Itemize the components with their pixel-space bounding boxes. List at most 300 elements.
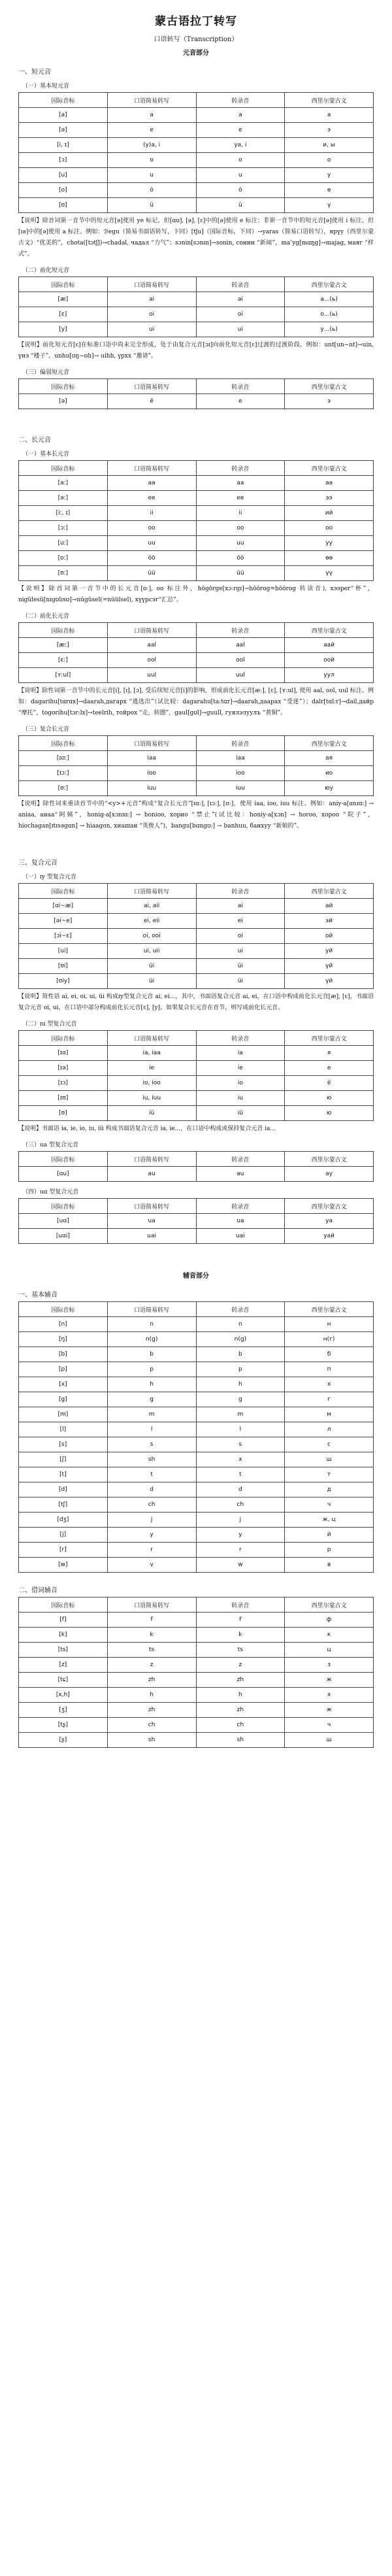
column-header: 西里尔蒙古文 <box>285 277 374 292</box>
table-cell: ü <box>196 198 285 213</box>
table-cell: y <box>196 1528 285 1543</box>
table-cell: ē <box>107 394 196 409</box>
column-header: 转录音 <box>196 1302 285 1317</box>
table-row <box>19 1347 374 1362</box>
table-header-row <box>19 277 374 292</box>
note-diph-u: 【说明】书面语 ia, ie, io, iu, iü 构成书面语复合元音 ia, ie...，在口语中构成或保持复合元音 ia... <box>18 1126 276 1132</box>
table-cell: ö <box>196 183 285 198</box>
table-row <box>19 1214 374 1229</box>
table-cell: k <box>196 1628 285 1643</box>
table-diph-ua <box>18 1198 374 1244</box>
table-cell: х <box>285 1688 374 1703</box>
table-row <box>19 653 374 668</box>
table-cell: [r] <box>19 1543 108 1558</box>
table-cell: uul <box>196 668 285 683</box>
section-short-vowels: 一、短元音 <box>18 69 51 76</box>
table-cell: aa <box>196 476 285 491</box>
table-cell: ool <box>196 653 285 668</box>
table-cell: [əi~e] <box>19 914 108 929</box>
table-cell: (y)a, i <box>107 138 196 153</box>
table-cell: [m] <box>19 1407 108 1422</box>
table-row <box>19 1467 374 1482</box>
table-cell: io, ioo <box>107 1076 196 1091</box>
table-cell: р <box>285 1543 374 1558</box>
table-cell: iuu <box>196 781 285 796</box>
table-row <box>19 914 374 929</box>
table-cell: m <box>107 1407 196 1422</box>
table-row <box>19 1658 374 1673</box>
table-cell: oo <box>107 521 196 536</box>
table-cell: v <box>107 1558 196 1573</box>
table-cell: p <box>196 1362 285 1377</box>
table-cell: ш <box>285 1452 374 1467</box>
table-cell: ui <box>196 322 285 337</box>
table-cell: f <box>196 1613 285 1628</box>
table-cell: [uɑi] <box>19 1229 108 1244</box>
table-cell: оой <box>285 653 374 668</box>
table-short-front <box>18 276 374 337</box>
table-row <box>19 322 374 337</box>
table-row <box>19 1528 374 1543</box>
table-cell: ч <box>285 1497 374 1513</box>
table-row <box>19 1076 374 1091</box>
table-cell: [æ] <box>19 292 108 307</box>
column-header: 西里尔蒙古文 <box>285 379 374 394</box>
column-header: 口语简易转写 <box>107 1152 196 1167</box>
table-cell: ю <box>285 1106 374 1121</box>
column-header: 国际音标 <box>19 1031 108 1046</box>
table-cell: өө <box>285 551 374 566</box>
table-cell: [d] <box>19 1482 108 1497</box>
table-cell: ei <box>196 914 285 929</box>
table-cell: m <box>196 1407 285 1422</box>
vowel-part-title: 元音部分 <box>183 50 209 57</box>
table-cell: iaa <box>107 751 196 766</box>
table-cell: u <box>196 168 285 183</box>
table-row <box>19 1543 374 1558</box>
table-cell: ö <box>107 183 196 198</box>
table-row <box>19 1046 374 1061</box>
table-cell: o <box>107 153 196 168</box>
table-cell: e <box>107 123 196 138</box>
table-diph-i <box>18 883 374 989</box>
subsection-basic-short: （一）基本短元音 <box>22 83 70 90</box>
table-cell: н(г) <box>285 1332 374 1347</box>
table-long-basic <box>18 460 374 581</box>
column-header: 口语简易转写 <box>107 623 196 638</box>
table-cell: ei, eii <box>107 914 196 929</box>
table-cell: ш <box>285 1733 374 1748</box>
table-cons-basic <box>18 1301 374 1573</box>
table-cell: и, ы <box>285 138 374 153</box>
subsection-front-long: （二）前化长元音 <box>22 613 70 620</box>
table-cell: ai, aii <box>107 899 196 914</box>
column-header: 转录音 <box>196 379 285 394</box>
table-row <box>19 183 374 198</box>
table-cell: ui <box>196 944 285 959</box>
table-cell: ch <box>107 1497 196 1513</box>
table-row <box>19 1377 374 1392</box>
table-cell: [l] <box>19 1422 108 1437</box>
column-header: 口语简易转写 <box>107 379 196 394</box>
table-cell: [a] <box>19 108 108 123</box>
table-cell: iuu <box>107 781 196 796</box>
table-cell: aal <box>196 638 285 653</box>
table-cell: о <box>285 153 374 168</box>
note-diph-i: 【说明】简性语 ai, ei, oi, ui, üi 构成ɪy型复合元音 ai, ei...，其中，书面语复合元音 ai, ei，在口语中构成前化长元音[æ], [ɛ]，书面语复合元音 oi, ui，在口语中部分构成前化长元音[ɛ], [y]。如果复合长元音在首节，则写成前化长元音。 <box>18 994 374 1011</box>
table-short-weak <box>18 378 374 409</box>
table-cell: ch <box>196 1718 285 1733</box>
column-header: 国际音标 <box>19 1302 108 1317</box>
column-header: 西里尔蒙古文 <box>285 884 374 899</box>
table-cell: uai <box>107 1229 196 1244</box>
table-row <box>19 1558 374 1573</box>
table-cell: aal <box>107 638 196 653</box>
table-header-row <box>19 884 374 899</box>
table-cell: üi <box>107 959 196 974</box>
column-header: 西里尔蒙古文 <box>285 623 374 638</box>
column-header: 西里尔蒙古文 <box>285 1152 374 1167</box>
table-cell: ai <box>196 292 285 307</box>
table-cell: [b] <box>19 1347 108 1362</box>
table-cell: [ʏːul] <box>19 668 108 683</box>
table-cell: уа <box>285 1214 374 1229</box>
table-row <box>19 1392 374 1407</box>
table-cell: ua <box>107 1214 196 1229</box>
table-cell: аа <box>285 476 374 491</box>
table-cell: ia, iaa <box>107 1046 196 1061</box>
table-row <box>19 781 374 796</box>
table-cell: öö <box>107 551 196 566</box>
table-cell: [ʒ] <box>19 1703 108 1718</box>
table-cell: юу <box>285 781 374 796</box>
column-header: 西里尔蒙古文 <box>285 1199 374 1214</box>
table-long-front <box>18 622 374 683</box>
subsection-diph-ua: （四）uɑ 型复合元音 <box>22 1189 79 1196</box>
table-cell: üi <box>196 959 285 974</box>
document-subtitle: 口语转写（Transcription） <box>154 36 238 43</box>
table-cell: [i, ɪ] <box>19 138 108 153</box>
table-cell: [ɪʊ] <box>19 1091 108 1106</box>
table-row <box>19 153 374 168</box>
table-cell: p <box>107 1362 196 1377</box>
table-header-row <box>19 93 374 108</box>
column-header: 转录音 <box>196 1199 285 1214</box>
table-cell: zh <box>196 1673 285 1688</box>
table-cell: aa <box>107 476 196 491</box>
table-cell: ж <box>285 1673 374 1688</box>
table-cell: n(g) <box>196 1332 285 1347</box>
table-row <box>19 1362 374 1377</box>
table-cell: t <box>196 1467 285 1482</box>
table-cell: ee <box>196 491 285 506</box>
table-cell: z <box>107 1658 196 1673</box>
table-cell: [ɑi~æ] <box>19 899 108 914</box>
column-header: 转录音 <box>196 1031 285 1046</box>
column-header: 口语简易转写 <box>107 884 196 899</box>
table-row <box>19 1106 374 1121</box>
table-cell: н <box>285 1317 374 1332</box>
table-cell: [ʊː] <box>19 566 108 581</box>
table-row <box>19 1613 374 1628</box>
table-cell: [ə] <box>19 394 108 409</box>
table-cell: üü <box>107 566 196 581</box>
table-cell: a <box>196 108 285 123</box>
table-cell: h <box>196 1377 285 1392</box>
table-cell: ё <box>285 1076 374 1091</box>
table-cell: с <box>285 1437 374 1452</box>
table-header-row <box>19 1302 374 1317</box>
table-cell: ө <box>285 183 374 198</box>
table-row <box>19 929 374 944</box>
table-cell: [u] <box>19 168 108 183</box>
column-header: 国际音标 <box>19 884 108 899</box>
table-row <box>19 959 374 974</box>
table-cell: ai <box>196 899 285 914</box>
table-row <box>19 521 374 536</box>
table-row <box>19 1513 374 1528</box>
table-cell: [t] <box>19 1467 108 1482</box>
table-cell: e <box>196 123 285 138</box>
table-cell: sh <box>107 1733 196 1748</box>
table-cell: [ts] <box>19 1643 108 1658</box>
table-cell: [g] <box>19 1392 108 1407</box>
table-cell: [n] <box>19 1317 108 1332</box>
table-cell: e <box>196 394 285 409</box>
table-cell: j <box>196 1513 285 1528</box>
table-cell: [oː] <box>19 551 108 566</box>
column-header: 国际音标 <box>19 461 108 476</box>
table-cell: [j] <box>19 1528 108 1543</box>
note-short-front: 【说明】前化短元音[ɛ]在标准口语中尚未完全形成，处于由复合元音[ɔɪ]向前化短元音[ɛ]过渡的过渡阶段。例如：unt[un~nt]→uin, үнэ “楼子”，unhu[ʊŋ~ʊh]→ uihh, үрхх “邀请”。 <box>18 342 374 360</box>
table-cell: ой <box>285 929 374 944</box>
table-diph-au <box>18 1151 374 1182</box>
table-cell: [ui] <box>19 944 108 959</box>
table-cell: к <box>285 1628 374 1643</box>
column-header: 口语简易转写 <box>107 277 196 292</box>
table-cell: l <box>196 1422 285 1437</box>
table-cell: [ɪɔː] <box>19 766 108 781</box>
table-row <box>19 168 374 183</box>
table-cell: ioo <box>107 766 196 781</box>
table-cell: g <box>196 1392 285 1407</box>
table-cell: ia <box>196 1046 285 1061</box>
subsection-diph-au: （三）ua 型复合元音 <box>22 1142 79 1148</box>
table-cell: ü <box>107 198 196 213</box>
table-row <box>19 1673 374 1688</box>
table-cell: [ɪɑː] <box>19 751 108 766</box>
table-row <box>19 1718 374 1733</box>
note-long-basic: 【说明】除首词第一音节中的长元音[ʊː], oo 标注外，hōgōrge[xɔːrɡɪ]→hōōrog=hōōrog 转读音), хээрег“杯”，nigülesü[nɪgʊlɪsʊ]→nügüsel(=nüülsel), хүүрсэг“汇总”。 <box>18 586 374 603</box>
table-cell: ie <box>196 1061 285 1076</box>
table-row <box>19 491 374 506</box>
table-cell: ya, i <box>196 138 285 153</box>
document-title: 蒙古语拉丁转写 <box>155 15 237 28</box>
table-cell: t <box>107 1467 196 1482</box>
table-row <box>19 506 374 521</box>
column-header: 口语简易转写 <box>107 93 196 108</box>
table-cell: [w] <box>19 1558 108 1573</box>
table-cell: [uː] <box>19 536 108 551</box>
table-cell: y <box>107 1528 196 1543</box>
note-long-complex: 【说明】除性词来重读首节中的“<y>+元音”构成“复合长元音”[ɪɑː], [ɪɔː], [ʊː]，使用 iaa, ioo, iuu 标注。例如：aniy-a[ɑnɪɑ:] → aniaa, анаа“阿姨”，honig-a[xɔnɪɑ:] → honioo, хорио “禁止”(试比较：honiy-a[xɔn] → horoo, хороо “院子”，hiochagan[ɪtɪsəɡɑn] → hiaagon, хиашан “英俊人”)，bangu[bɑnɡʊ:] → banhuu, банхуу “新娘的”。 <box>18 801 374 829</box>
table-cell: iü <box>107 1106 196 1121</box>
table-cell: [x] <box>19 1377 108 1392</box>
table-row <box>19 638 374 653</box>
subsection-weak-short: （三）偏弱短元音 <box>22 369 70 376</box>
table-row <box>19 1628 374 1643</box>
table-cell: д <box>285 1482 374 1497</box>
column-header: 国际音标 <box>19 1152 108 1167</box>
table-row <box>19 1733 374 1748</box>
table-cell: ай <box>285 899 374 914</box>
table-row <box>19 1317 374 1332</box>
table-cell: üi <box>107 974 196 989</box>
table-cell: п <box>285 1362 374 1377</box>
table-cell: b <box>107 1347 196 1362</box>
column-header: 国际音标 <box>19 277 108 292</box>
column-header: 口语简易转写 <box>107 1199 196 1214</box>
subsection-diph-u: （二）ɪu 型复合元音 <box>22 1021 77 1028</box>
table-cell: zh <box>196 1703 285 1718</box>
table-cell: h <box>107 1688 196 1703</box>
column-header: 国际音标 <box>19 623 108 638</box>
table-cell: уай <box>285 1229 374 1244</box>
table-cell: ua <box>196 1214 285 1229</box>
table-cell: oi <box>196 929 285 944</box>
table-header-row <box>19 379 374 394</box>
column-header: 口语简易转写 <box>107 461 196 476</box>
table-cell: з <box>285 1658 374 1673</box>
table-row <box>19 476 374 491</box>
table-cell: zh <box>107 1673 196 1688</box>
table-cell: эй <box>285 914 374 929</box>
table-cell: [y] <box>19 322 108 337</box>
table-cell: au <box>107 1167 196 1182</box>
table-header-row <box>19 461 374 476</box>
column-header: 国际音标 <box>19 1199 108 1214</box>
column-header: 西里尔蒙古文 <box>285 93 374 108</box>
table-cell: ool <box>107 653 196 668</box>
table-cell: [tʂ] <box>19 1718 108 1733</box>
table-row <box>19 1229 374 1244</box>
section-basic-consonants: 一、基本辅音 <box>18 1292 57 1299</box>
table-cell: ch <box>107 1718 196 1733</box>
table-cell: iu <box>196 1091 285 1106</box>
table-cell: оо <box>285 521 374 536</box>
table-cell: ie <box>107 1061 196 1076</box>
table-row <box>19 1061 374 1076</box>
table-cell: au <box>196 1167 285 1182</box>
table-cell: b <box>196 1347 285 1362</box>
table-cell: уй <box>285 944 374 959</box>
table-cell: [ɛː] <box>19 653 108 668</box>
table-cell: oo <box>196 521 285 536</box>
table-cell: [dʒ] <box>19 1513 108 1528</box>
table-cell: [ʊː] <box>19 781 108 796</box>
table-cell: [ʊ] <box>19 198 108 213</box>
table-cell: е <box>285 1061 374 1076</box>
table-cell: f <box>107 1613 196 1628</box>
column-header: 口语简易转写 <box>107 736 196 751</box>
table-cell: n <box>107 1317 196 1332</box>
table-cell: [k] <box>19 1628 108 1643</box>
table-cell: [ɔi~ɛ] <box>19 929 108 944</box>
column-header: 西里尔蒙古文 <box>285 736 374 751</box>
table-cell: w <box>196 1558 285 1573</box>
table-cell: ts <box>196 1643 285 1658</box>
table-row <box>19 108 374 123</box>
table-row <box>19 1422 374 1437</box>
consonant-part-title: 辅音部分 <box>183 1273 209 1280</box>
column-header: 转录音 <box>196 884 285 899</box>
subsection-complex-long: （三）复合长元音 <box>22 726 70 733</box>
table-cell: үү <box>285 566 374 581</box>
table-row <box>19 668 374 683</box>
table-cell: u <box>107 168 196 183</box>
table-cell: үй <box>285 974 374 989</box>
table-cell: d <box>196 1482 285 1497</box>
table-cell: j <box>107 1513 196 1528</box>
table-header-row <box>19 736 374 751</box>
table-cell: iaa <box>196 751 285 766</box>
table-cell: sh <box>107 1452 196 1467</box>
table-row <box>19 1452 374 1467</box>
table-cell: l <box>107 1422 196 1437</box>
table-cell: э <box>285 394 374 409</box>
table-row <box>19 1703 374 1718</box>
table-cell: ю <box>285 1091 374 1106</box>
table-short-basic <box>18 92 374 213</box>
table-row <box>19 292 374 307</box>
table-cell: [ɪɑ] <box>19 1046 108 1061</box>
table-long-complex <box>18 735 374 796</box>
table-cell: в <box>285 1558 374 1573</box>
table-cell: z <box>196 1658 285 1673</box>
column-header: 国际音标 <box>19 93 108 108</box>
table-cell: k <box>107 1628 196 1643</box>
table-cell: [tʃ] <box>19 1497 108 1513</box>
table-cell: [o] <box>19 183 108 198</box>
table-cell: ioo <box>196 766 285 781</box>
table-cell: ио <box>285 766 374 781</box>
column-header: 西里尔蒙古文 <box>285 1302 374 1317</box>
table-row <box>19 1437 374 1452</box>
table-cell: ау <box>285 1167 374 1182</box>
table-row <box>19 566 374 581</box>
table-row <box>19 1332 374 1347</box>
table-cell: ee <box>107 491 196 506</box>
column-header: 西里尔蒙古文 <box>285 461 374 476</box>
table-cell: г <box>285 1392 374 1407</box>
table-cell: n(g) <box>107 1332 196 1347</box>
subsection-basic-long: （一）基本长元音 <box>22 451 70 458</box>
table-cell: [f] <box>19 1613 108 1628</box>
table-cell: [x,h] <box>19 1688 108 1703</box>
table-cell: б <box>285 1347 374 1362</box>
table-cell: аай <box>285 638 374 653</box>
table-header-row <box>19 1031 374 1046</box>
column-header: 转录音 <box>196 1597 285 1613</box>
table-cell: [s] <box>19 1437 108 1452</box>
column-header: 转录音 <box>196 736 285 751</box>
table-cell: у <box>285 168 374 183</box>
table-cell: уу <box>285 536 374 551</box>
table-cell: h <box>196 1688 285 1703</box>
table-cell: х <box>285 1377 374 1392</box>
table-cell: d <box>107 1482 196 1497</box>
table-cell: л <box>285 1422 374 1437</box>
